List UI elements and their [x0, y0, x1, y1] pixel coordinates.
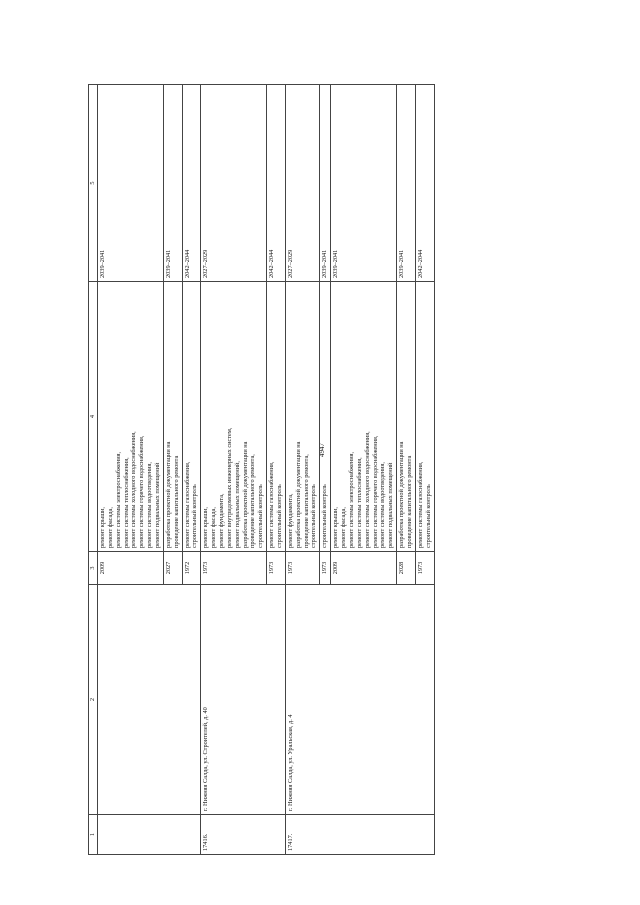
period-cell: 2042–2044 — [267, 85, 286, 282]
work-item: строительный контроль — [321, 484, 329, 548]
work-item: ремонт системы газоснабжения, — [183, 461, 191, 548]
year-cell: 2009 — [331, 552, 397, 585]
work-item: ремонт системы водоотведения, — [146, 462, 154, 548]
works-cell — [331, 282, 397, 552]
work-item: ремонт фасада, — [210, 507, 218, 548]
work-item: ремонт внутридомовых инженерных систем, — [225, 427, 233, 548]
works-cell — [415, 282, 434, 552]
work-item: ремонт подвальных помещений, — [233, 461, 241, 548]
year-cell: 2028 — [397, 552, 416, 585]
row-number-cell: 17417. — [285, 815, 434, 855]
table-body — [98, 85, 435, 855]
work-item: ремонт системы теплоснабжения, — [122, 457, 130, 548]
year-cell: 2009 — [98, 552, 164, 585]
table-header-row — [89, 85, 98, 855]
address-cell: г. Нижняя Салда, ул. Строителей, д. 40 — [201, 585, 286, 815]
work-item: строительный контроль — [424, 484, 432, 548]
work-item: ремонт крыши, — [202, 506, 210, 548]
work-item: ремонт подвальных помещений — [154, 462, 162, 548]
period-cell: 2027–2029 — [285, 85, 319, 282]
work-item: ремонт крыши, — [332, 506, 340, 548]
work-item: ремонт фундамента, — [286, 493, 294, 548]
work-item: разработка проектной документации на — [398, 441, 406, 548]
works-cell — [285, 282, 319, 552]
page-number: 4947 — [318, 443, 326, 457]
row-number-cell: 17416. — [201, 815, 286, 855]
work-item: строительный контроль — [310, 484, 318, 548]
address-cell: г. Нижняя Салда, ул. Уральская, д. 4 — [285, 585, 434, 815]
work-item: ремонт подвальных помещений — [387, 462, 395, 548]
work-item: разработка проектной документации на — [164, 441, 172, 548]
work-item: разработка проектной документации на — [241, 441, 249, 548]
works-cell — [98, 282, 164, 552]
work-item: ремонт системы холодного водоснабжения, — [363, 431, 371, 548]
table-row — [285, 85, 319, 855]
table-row — [98, 85, 164, 855]
works-cell — [397, 282, 416, 552]
table-row — [201, 85, 267, 855]
work-item: проведение капитального ремонта, — [302, 454, 310, 548]
work-item: ремонт фасада, — [106, 507, 114, 548]
work-item: ремонт системы электроснабжения, — [347, 451, 355, 548]
address-cell — [98, 585, 201, 815]
column-header: 5 — [89, 85, 98, 282]
work-item: проведение капитального ремонта — [172, 455, 180, 548]
works-cell — [267, 282, 286, 552]
work-item: ремонт фундамента, — [218, 493, 226, 548]
works-cell — [320, 282, 331, 552]
year-cell: 1973 — [201, 552, 267, 585]
works-cell — [201, 282, 267, 552]
work-item: проведение капитального ремонта — [405, 455, 413, 548]
work-item: ремонт системы газоснабжения, — [416, 461, 424, 548]
column-header: 1 — [89, 815, 98, 855]
rotated-table-wrapper — [88, 85, 558, 855]
year-cell: 1972 — [182, 552, 201, 585]
column-header: 2 — [89, 585, 98, 815]
work-item: ремонт системы горячего водоснабжения, — [371, 435, 379, 548]
period-cell: 2027–2029 — [201, 85, 267, 282]
work-item: ремонт системы электроснабжения, — [114, 451, 122, 548]
period-cell: 2042–2044 — [415, 85, 434, 282]
year-cell: 1973 — [415, 552, 434, 585]
period-cell: 2039–2041 — [397, 85, 416, 282]
year-cell: 1973 — [285, 552, 319, 585]
row-number-cell — [98, 815, 201, 855]
work-item: ремонт фасада, — [340, 507, 348, 548]
period-cell: 2039–2041 — [98, 85, 164, 282]
work-item: строительный контроль — [276, 484, 284, 548]
column-header: 4 — [89, 282, 98, 552]
work-item: ремонт системы горячего водоснабжения, — [138, 435, 146, 548]
work-item: разработка проектной документации на — [294, 441, 302, 548]
repair-schedule-table — [88, 84, 435, 855]
year-cell: 1973 — [320, 552, 331, 585]
work-item: ремонт системы газоснабжения, — [268, 461, 276, 548]
work-item: ремонт системы теплоснабжения, — [355, 457, 363, 548]
work-item: ремонт системы холодного водоснабжения, — [130, 431, 138, 548]
year-cell: 2027 — [163, 552, 182, 585]
column-header: 3 — [89, 552, 98, 585]
period-cell: 2039–2041 — [320, 85, 331, 282]
work-item: проведение капитального ремонта, — [249, 454, 257, 548]
year-cell: 1973 — [267, 552, 286, 585]
work-item: ремонт системы водоотведения, — [379, 462, 387, 548]
works-cell — [163, 282, 182, 552]
period-cell: 2039–2041 — [331, 85, 397, 282]
period-cell: 2039–2041 — [163, 85, 182, 282]
work-item: строительный контроль — [191, 484, 199, 548]
work-item: ремонт крыши, — [99, 506, 106, 548]
period-cell: 2042–2044 — [182, 85, 201, 282]
work-item: строительный контроль — [257, 484, 265, 548]
works-cell — [182, 282, 201, 552]
